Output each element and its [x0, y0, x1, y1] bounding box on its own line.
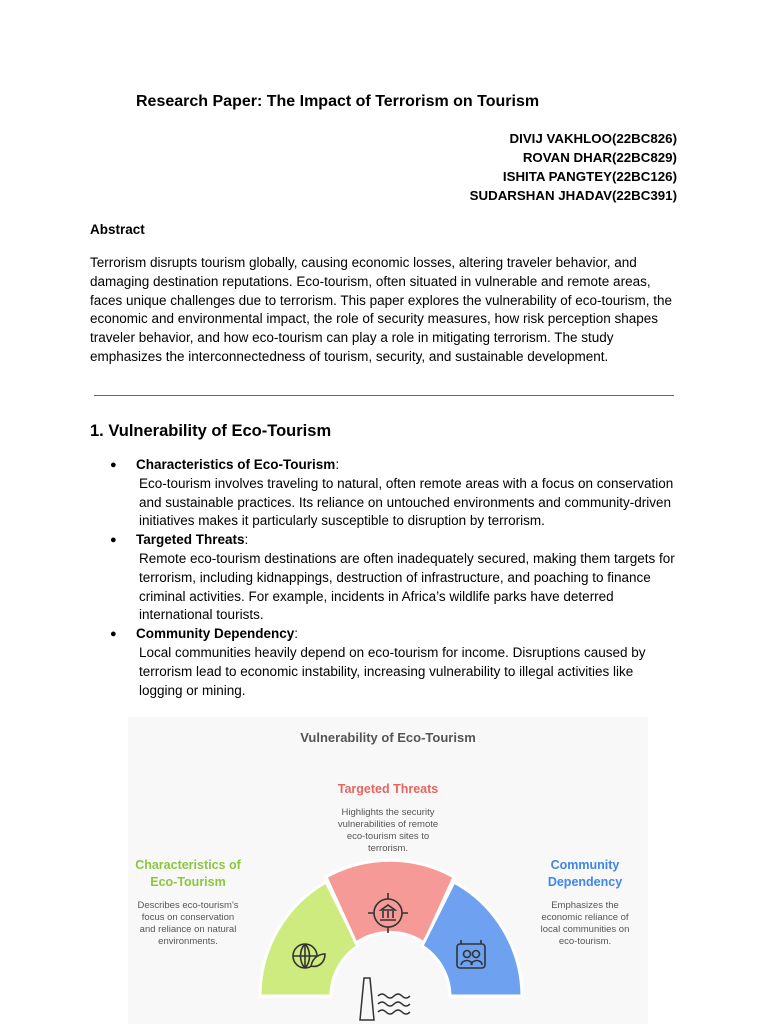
water-dam-icon [360, 978, 410, 1020]
targeted-threats-title: Targeted Threats [337, 782, 439, 796]
characteristics-desc: focus on conservation [141, 912, 235, 923]
author: ROVAN DHAR(22BC829) [522, 150, 677, 165]
abstract-body: Terrorism disrupts tourism globally, causing economic losses, altering traveler behavior, and damaging destination reputations. Eco-tourism, often situated in vulnerable and remote areas, faces unique challenges due to terrorism. This paper explores the vulnerability of eco-tourism, the economic and environmental impact, the role of security measures, how risk perception shapes traveler behavior, and how eco-tourism can play a role in mitigating terrorism. The study emphasizes the interconnectedness of tourism, security, and sustainable development. [90, 255, 673, 364]
list-item: ● Community Dependency: Local communities heavily depend on eco-tourism for income. Disruptions caused by terrorism lead to economic instability, increasing vulnerability to illegal activities like logging or mining. [90, 625, 680, 700]
targeted-threats-desc: terrorism. [367, 843, 409, 854]
bullet-icon: ● [110, 459, 117, 471]
community-desc: Emphasizes the [551, 900, 619, 911]
characteristics-desc: and reliance on natural [139, 924, 237, 935]
bullet-icon: ● [110, 534, 117, 547]
characteristics-title: Eco-Tourism [150, 875, 226, 889]
author: SUDARSHAN JHADAV(22BC391) [469, 188, 677, 203]
author-list [470, 129, 677, 205]
abstract-heading: Abstract [90, 222, 145, 237]
bullet-label: Targeted Threats [136, 532, 245, 548]
infographic-title: Vulnerability of Eco-Tourism [300, 730, 476, 745]
bullet-icon: ● [110, 628, 117, 641]
author: ISHITA PANGTEY(22BC126) [502, 169, 677, 184]
bullet-text: Local communities heavily depend on eco-tourism for income. Disruptions caused by terrorism lead to economic instability, increasing vulnerability to illegal activities like logging or mining. [139, 644, 646, 698]
targeted-threats-desc: eco-tourism sites to [346, 831, 430, 842]
infographic [128, 717, 648, 1024]
targeted-threats-desc: Highlights the security [341, 807, 435, 818]
characteristics-title: Characteristics of [135, 858, 241, 872]
characteristics-desc: environments. [158, 936, 218, 947]
bullet-label: Community Dependency [136, 626, 295, 642]
infographic-svg [128, 717, 648, 1024]
paper-title: Research Paper: The Impact of Terrorism on Tourism [136, 93, 540, 110]
community-desc: economic reliance of [541, 912, 629, 923]
horizontal-divider [94, 395, 674, 396]
community-desc: eco-tourism. [558, 936, 612, 947]
targeted-threats-desc: vulnerabilities of remote [337, 819, 439, 830]
list-item: ● Targeted Threats: Remote eco-tourism destinations are often inadequately secured, making them targets for terrorism, including kidnappings, destruction of infrastructure, and poaching to finance criminal activities. For example, incidents in Africa’s wildlife parks have deterred international tourists. [90, 531, 680, 625]
bullet-label: Characteristics of Eco-Tourism [136, 457, 336, 472]
section-title: 1. Vulnerability of Eco-Tourism [90, 422, 332, 440]
author: DIVIJ VAKHLOO(22BC826) [509, 131, 677, 146]
community-desc: local communities on [540, 924, 630, 935]
community-title: Community [550, 858, 620, 872]
characteristics-desc: Describes eco-tourism's [137, 900, 239, 911]
bullet-list [90, 456, 680, 700]
bullet-text: Remote eco-tourism destinations are often inadequately secured, making them targets for terrorism, including kidnappings, destruction of infrastructure, and poaching to finance criminal activities. For example, incidents in Africa’s wildlife parks have deterred international tourists. [139, 550, 675, 623]
bullet-text: Eco-tourism involves traveling to natural, often remote areas with a focus on conservation and sustainable practices. Its reliance on untouched environments and community-driven initiatives makes it particularly susceptible to disruption by terrorism. [139, 475, 674, 529]
list-item: ● Characteristics of Eco-Tourism: Eco-tourism involves traveling to natural, often remote areas with a focus on conservation and sustainable practices. Its reliance on untouched environments and community-driven initiatives makes it particularly susceptible to disruption by terrorism. [90, 456, 680, 531]
community-title: Dependency [547, 875, 623, 889]
